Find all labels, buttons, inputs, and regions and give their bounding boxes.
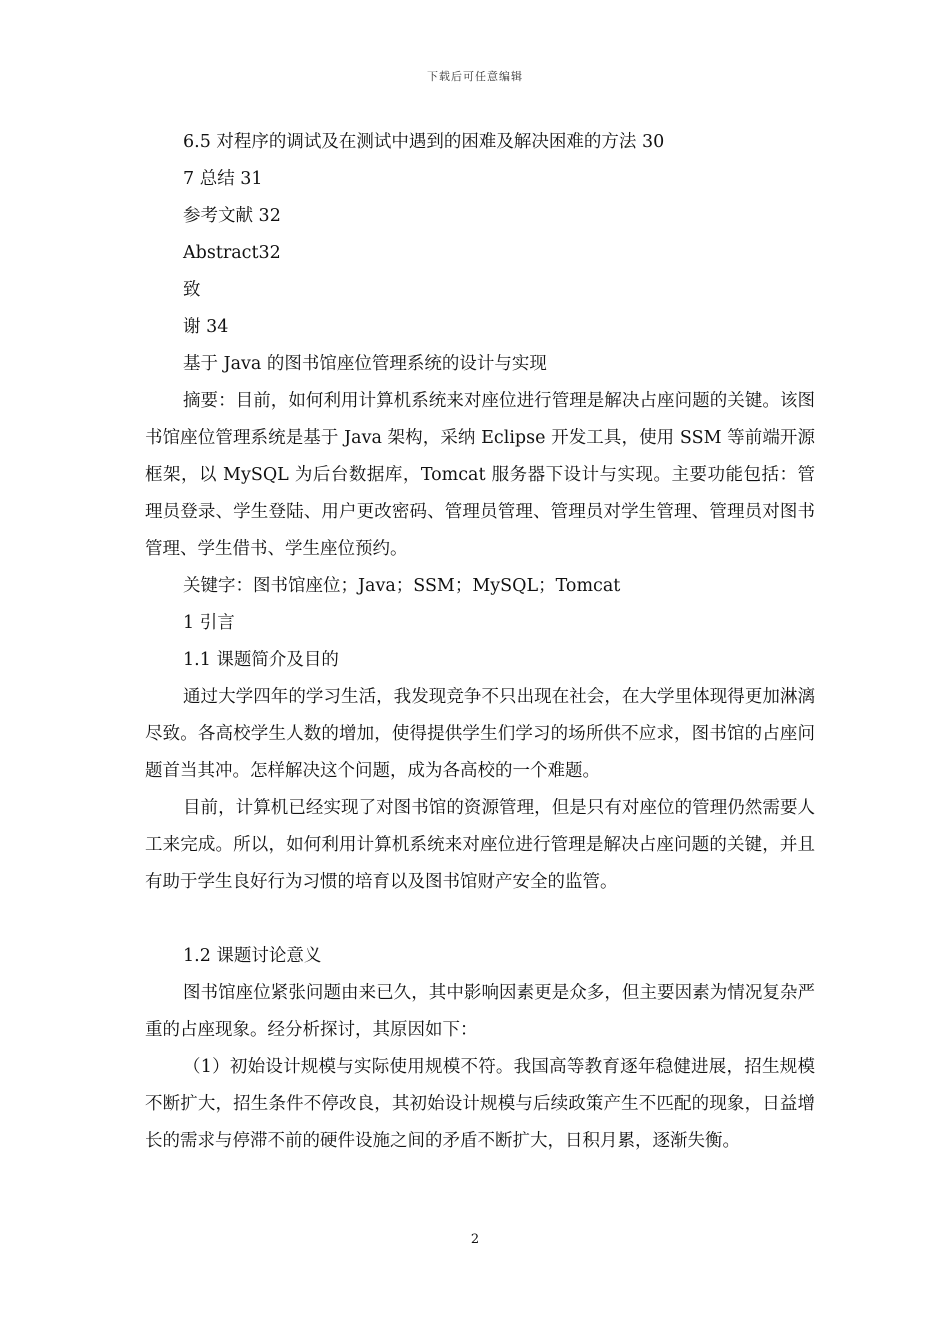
document-body [145,124,815,1160]
section-heading-1-2: 1.2 课题讨论意义 [183,946,322,966]
body-paragraph: （1）初始设计规模与实际使用规模不符。我国高等教育逐年稳健进展，招生规模不断扩大，招生条件不停改良，其初始设计规模与后续政策产生不匹配的现象，日益增长的需求与停滞不前的硬件设施之间的矛盾不断扩大，日积月累，逐渐失衡。 [145,1057,815,1151]
body-paragraph: 目前，计算机已经实现了对图书馆的资源管理，但是只有对座位的管理仍然需要人工来完成。所以，如何利用计算机系统来对座位进行管理是解决占座问题的关键，并且有助于学生良好行为习惯的培育以及图书馆财产安全的监管。 [145,798,815,892]
section-heading-1: 1 引言 [183,613,235,633]
toc-entry: 6.5 对程序的调试及在测试中遇到的困难及解决困难的方法 30 [183,132,665,152]
abstract-paragraph: 摘要：目前，如何利用计算机系统来对座位进行管理是解决占座问题的关键。该图书馆座位管理系统是基于 Java 架构，采纳 Eclipse 开发工具，使用 SSM 等前端开源框架，以 MySQL 为后台数据库，Tomcat 服务器下设计与实现。主要功能包括：管理员登录、学生登陆、用户更改密码、管理员管理、管理员对学生管理、管理员对图书管理、学生借书、学生座位预约。 [145,391,815,559]
section-heading-1-1: 1.1 课题简介及目的 [183,650,339,670]
toc-entry: 致 [183,280,201,300]
page-header-note: 下载后可任意编辑 [427,70,523,83]
toc-entry: 谢 34 [183,317,229,337]
toc-entry: 参考文献 32 [183,206,281,226]
toc-entry: 7 总结 31 [183,169,263,189]
toc-entry: Abstract32 [183,243,281,263]
page-number: 2 [470,1232,480,1247]
paper-title: 基于 Java 的图书馆座位管理系统的设计与实现 [183,354,547,374]
body-paragraph: 通过大学四年的学习生活，我发现竞争不只出现在社会，在大学里体现得更加淋漓尽致。各高校学生人数的增加，使得提供学生们学习的场所供不应求，图书馆的占座问题首当其冲。怎样解决这个问题，成为各高校的一个难题。 [145,687,815,781]
body-paragraph: 图书馆座位紧张问题由来已久，其中影响因素更是众多，但主要因素为情况复杂严重的占座现象。经分析探讨，其原因如下： [145,983,815,1040]
keywords-line: 关键字：图书馆座位；Java；SSM；MySQL；Tomcat [183,576,621,596]
paragraph-spacer [145,901,815,938]
